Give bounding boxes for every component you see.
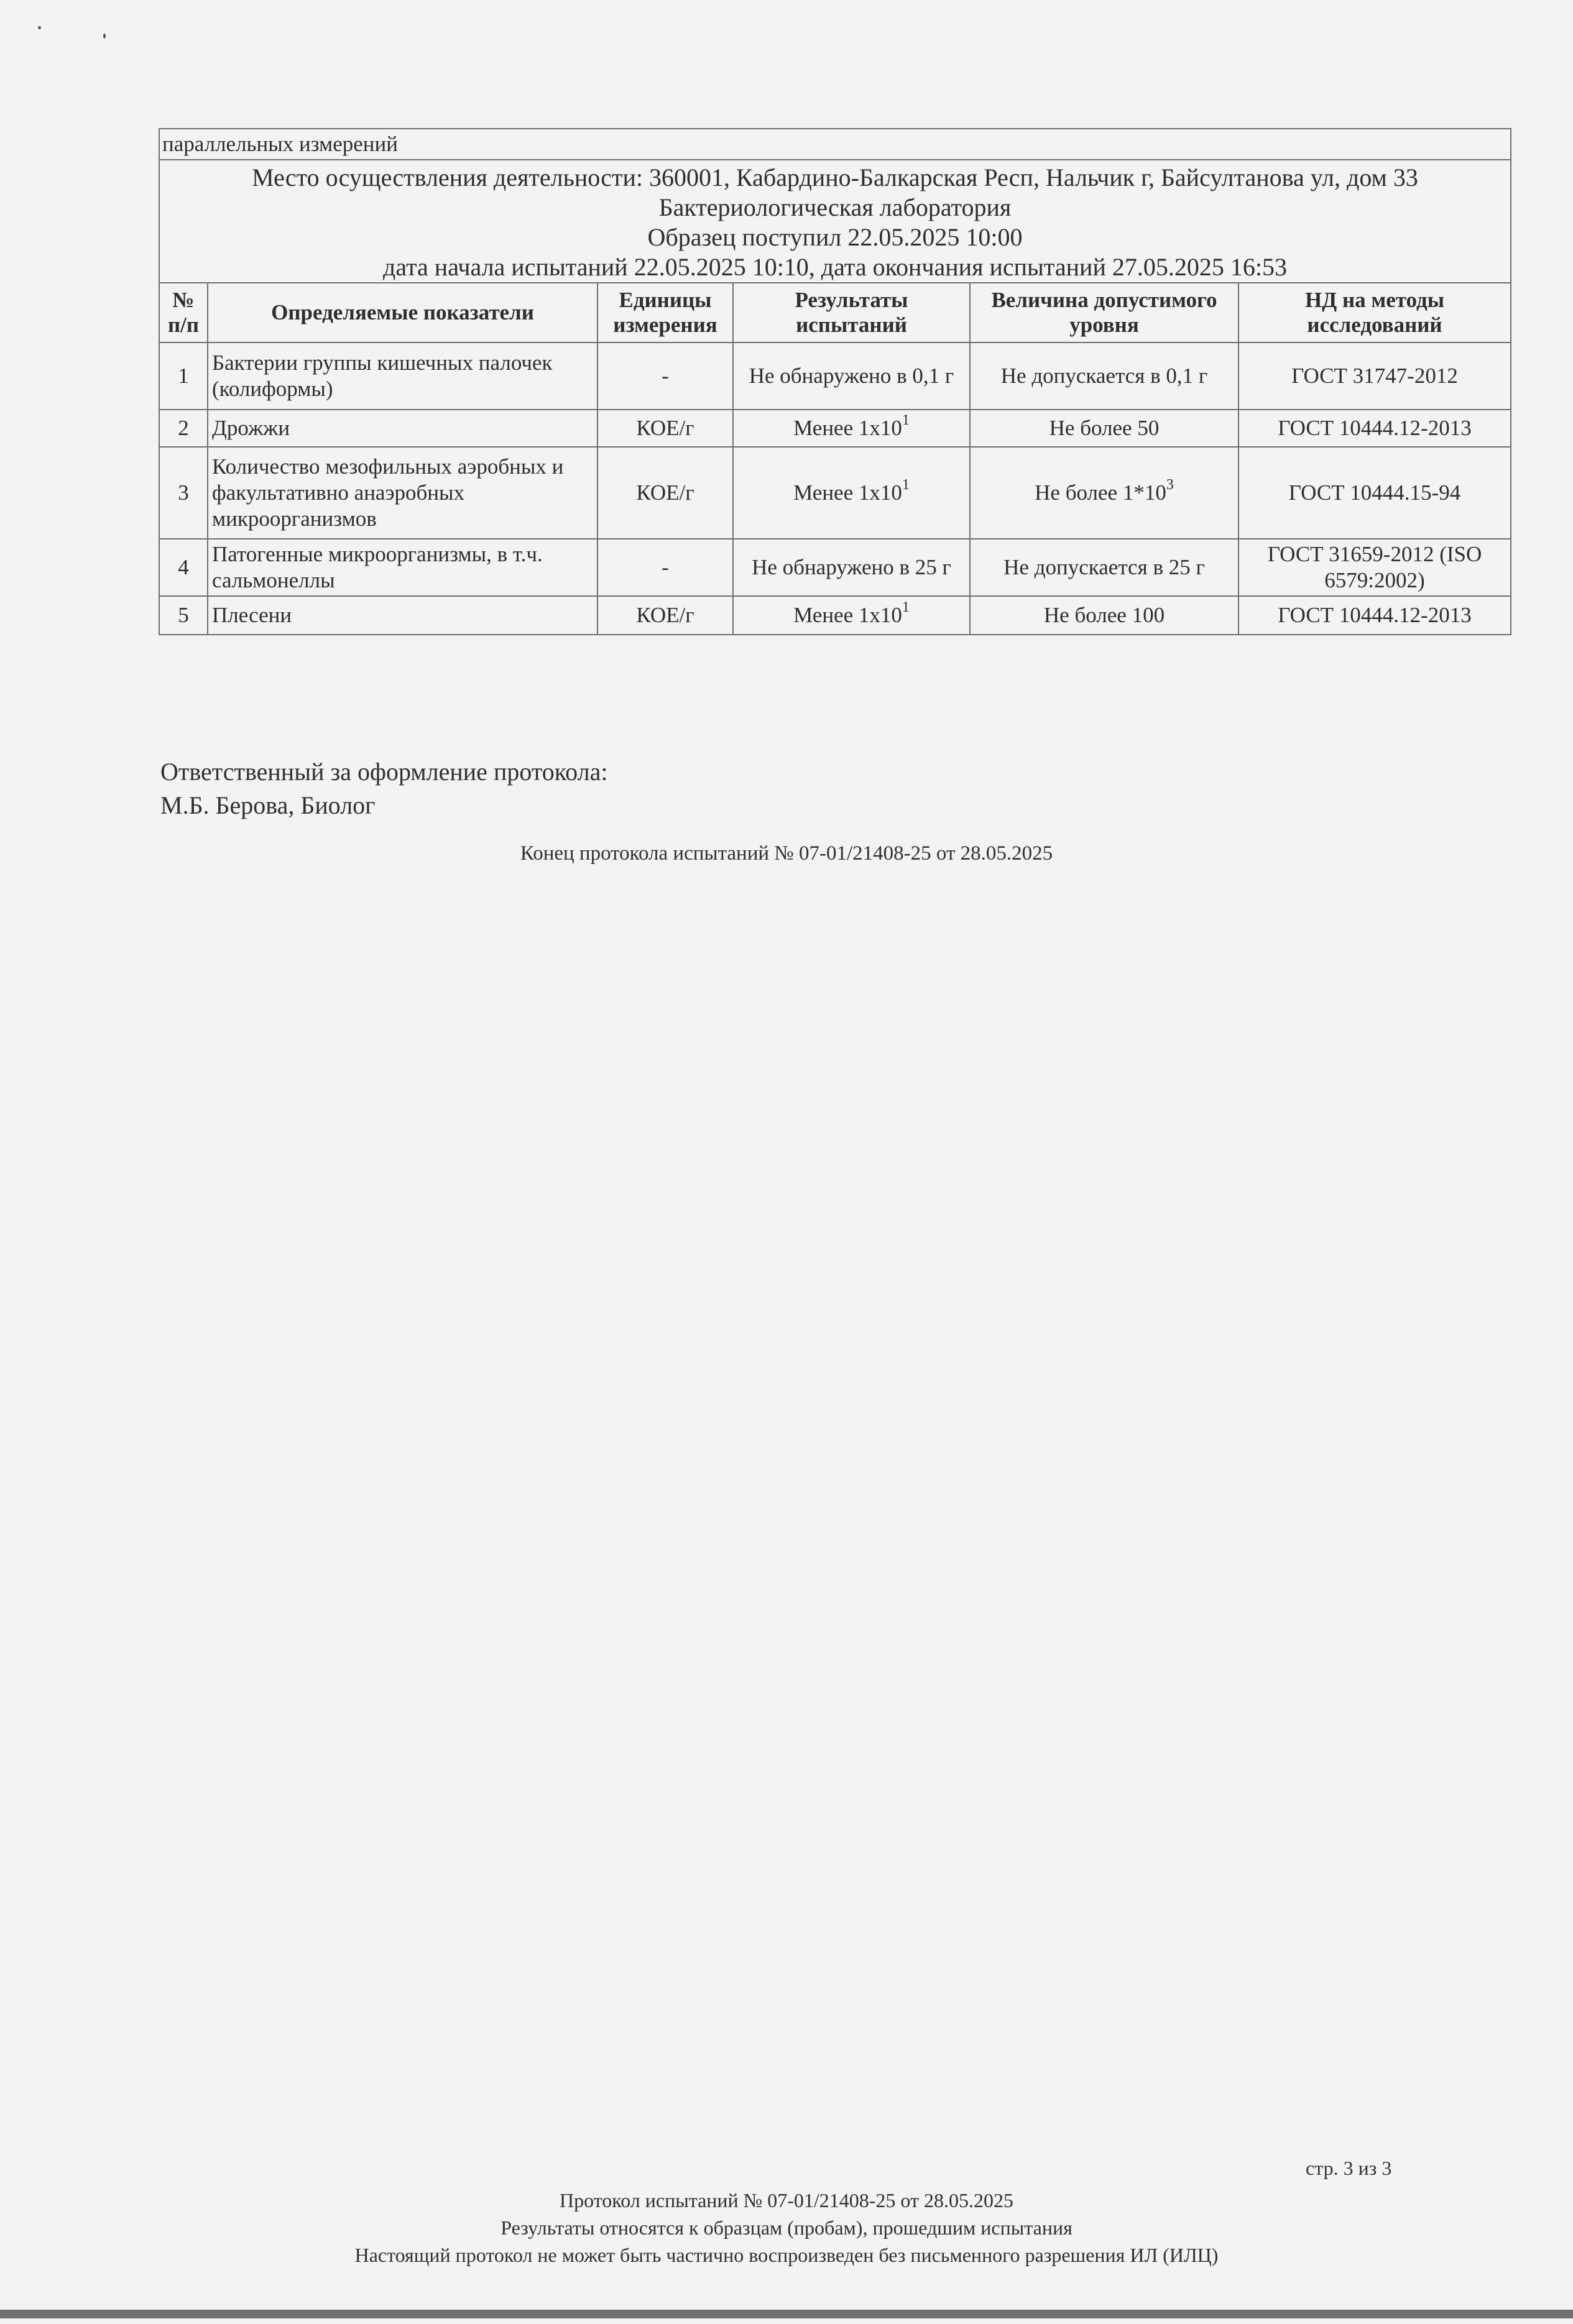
row-indicator: Дрожжи	[208, 410, 597, 447]
row-result: Менее $1х10^1$	[733, 410, 970, 447]
page-number: стр. 3 из 3	[1306, 2157, 1392, 2179]
footer-protocol-line: Протокол испытаний № 07-01/21408-25 от 28.05.2025	[560, 2189, 1013, 2211]
table-row	[159, 447, 1511, 539]
table-top-row	[159, 129, 1511, 160]
continued-text: параллельных измерений	[159, 129, 1511, 160]
row-unit: -	[597, 342, 733, 410]
end-of-protocol: Конец протокола испытаний № 07-01/21408-25 от 28.05.2025	[520, 842, 1053, 865]
dates-line: дата начала испытаний 22.05.2025 10:10, дата окончания испытаний 27.05.2025 16:53	[383, 253, 1287, 281]
row-num: 5	[159, 596, 208, 635]
row-limit: Не допускается в 0,1 г	[970, 342, 1239, 410]
row-num: 4	[159, 539, 208, 596]
location-line: Место осуществления деятельности: 360001, Кабардино-Балкарская Респ, Нальчик г, Байсултанова ул, дом 33	[252, 163, 1418, 191]
row-method: ГОСТ 10444.15-94	[1239, 447, 1511, 539]
row-indicator: Патогенные микроорганизмы, в т.ч. сальмонеллы	[208, 539, 597, 596]
row-result: Не обнаружено в 25 г	[733, 539, 970, 596]
row-num: 1	[159, 342, 208, 410]
row-limit: Не более 100	[970, 596, 1239, 635]
lab-line: Бактериологическая лаборатория	[658, 193, 1012, 221]
table-row	[159, 342, 1511, 410]
row-indicator: Количество мезофильных аэробных и факультативно анаэробных микроорганизмов	[208, 447, 597, 539]
row-num: 2	[159, 410, 208, 447]
table-header-block	[159, 160, 1511, 283]
row-unit: КОЕ/г	[597, 596, 733, 635]
row-method: ГОСТ 10444.12-2013	[1239, 410, 1511, 447]
table-row	[159, 596, 1511, 635]
responsible-name: М.Б. Берова, Биолог	[160, 791, 376, 819]
col-method-header: НД на методы исследований	[1239, 283, 1511, 342]
footer-results-line: Результаты относятся к образцам (пробам), прошедшим испытания	[500, 2216, 1072, 2239]
scan-speck	[38, 26, 41, 29]
col-limit-header: Величина допустимого уровня	[970, 283, 1239, 342]
row-limit: Не допускается в 25 г	[970, 539, 1239, 596]
row-unit: КОЕ/г	[597, 447, 733, 539]
lab-info	[159, 160, 1511, 283]
results-table	[159, 128, 1511, 635]
table-row	[159, 539, 1511, 596]
row-result: Менее $1х10^1$	[733, 596, 970, 635]
row-result: Не обнаружено в 0,1 г	[733, 342, 970, 410]
row-limit: Не более 50	[970, 410, 1239, 447]
col-indicator-header: Определяемые показатели	[208, 283, 597, 342]
scan-bottom-edge	[0, 2310, 1573, 2318]
row-result: Менее $1х10^1$	[733, 447, 970, 539]
row-indicator: Бактерии группы кишечных палочек (колиформы)	[208, 342, 597, 410]
row-method: ГОСТ 31659-2012 (ISO 6579:2002)	[1239, 539, 1511, 596]
received-line: Образец поступил 22.05.2025 10:00	[647, 223, 1023, 251]
responsible-block	[160, 755, 607, 822]
column-headers	[159, 283, 1511, 342]
row-unit: -	[597, 539, 733, 596]
row-limit: Не более $1*10^3$	[970, 447, 1239, 539]
page-footer	[0, 2187, 1573, 2269]
footer-copyright-line: Настоящий протокол не может быть частично воспроизведен без письменного разрешения ИЛ (ИЛЦ)	[354, 2244, 1219, 2266]
col-num-header: № п/п	[159, 283, 208, 342]
table-row	[159, 410, 1511, 447]
col-unit-header: Единицы измерения	[597, 283, 733, 342]
row-method: ГОСТ 31747-2012	[1239, 342, 1511, 410]
col-result-header: Результаты испытаний	[733, 283, 970, 342]
row-method: ГОСТ 10444.12-2013	[1239, 596, 1511, 635]
row-num: 3	[159, 447, 208, 539]
row-unit: КОЕ/г	[597, 410, 733, 447]
row-indicator: Плесени	[208, 596, 597, 635]
scan-speck	[103, 34, 106, 39]
responsible-label: Ответственный за оформление протокола:	[160, 758, 608, 786]
